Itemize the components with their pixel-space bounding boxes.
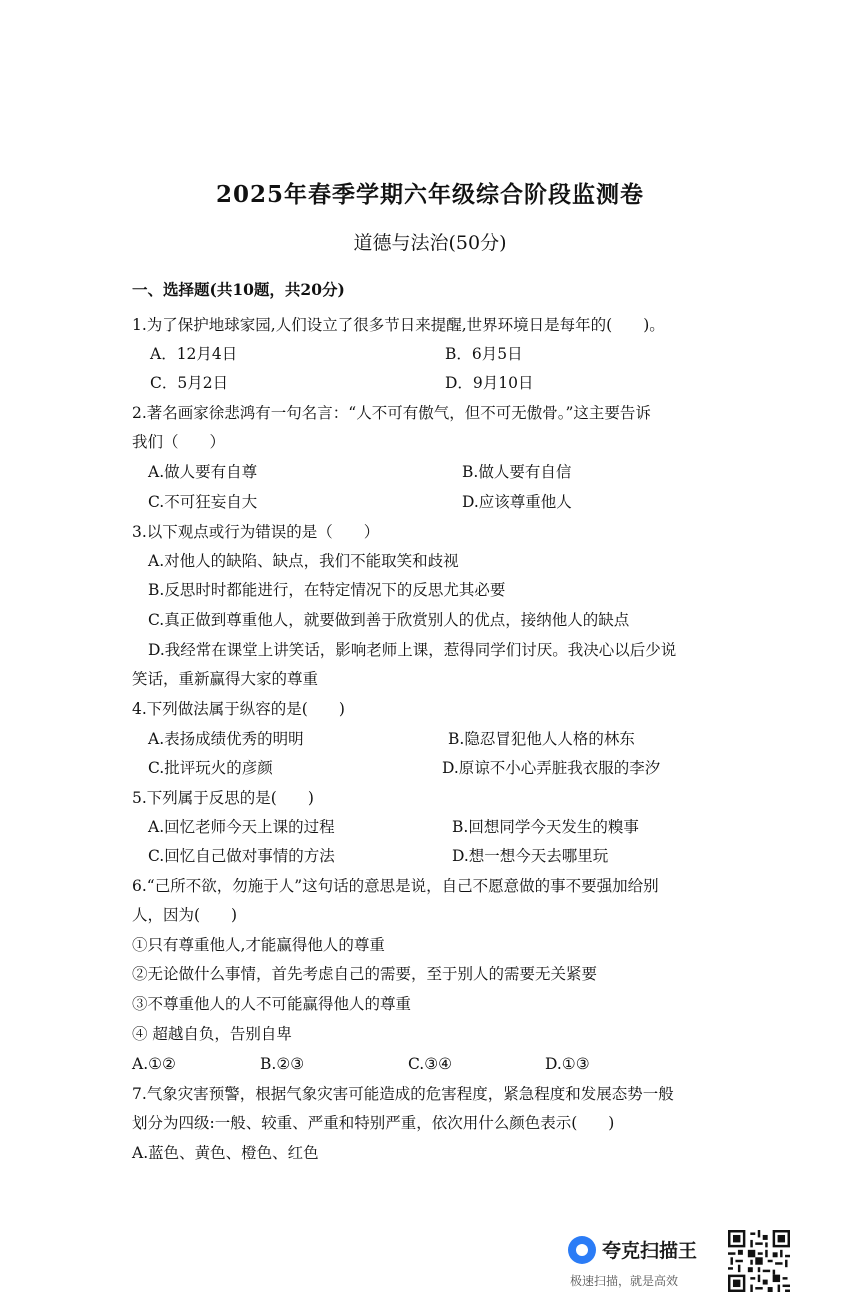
q1-stem: 1.为了保护地球家园,人们设立了很多节日来提醒,世界环境日是每年的( )。 (132, 316, 665, 334)
q4-option-c: C.批评玩火的彦颜 (148, 759, 273, 777)
q6-statement-4: ④ 超越自负，告别自卑 (132, 1025, 292, 1043)
q2-stem-line1: 2.著名画家徐悲鸿有一句名言：“人不可有傲气，但不可无傲骨。”这主要告诉 (132, 404, 651, 422)
q4-stem: 4.下列做法属于纵容的是( ) (132, 700, 345, 718)
q1-option-c: C．5月2日 (150, 374, 229, 392)
q4-option-a: A.表扬成绩优秀的明明 (148, 730, 304, 748)
q3-option-a: A.对他人的缺陷、缺点，我们不能取笑和歧视 (148, 552, 459, 570)
q5-option-a: A.回忆老师今天上课的过程 (148, 818, 335, 836)
q2-option-c: C.不可狂妄自大 (148, 493, 258, 511)
qr-code-icon (728, 1230, 790, 1292)
q3-option-b: B.反思时时都能进行，在特定情况下的反思尤其必要 (148, 581, 506, 599)
q2-option-b: B.做人要有自信 (462, 463, 572, 481)
brand-name: 夸克扫描王 (602, 1240, 698, 1262)
q6-option-d: D.①③ (545, 1055, 590, 1073)
q3-option-d-line1: D.我经常在课堂上讲笑话，影响老师上课，惹得同学们讨厌。我决心以后少说 (148, 641, 677, 659)
q5-option-d: D.想一想今天去哪里玩 (452, 847, 609, 865)
q6-stem-line2: 人，因为( ) (132, 906, 238, 924)
q2-option-d: D.应该尊重他人 (462, 493, 572, 511)
exam-title: 2025年春季学期六年级综合阶段监测卷 (215, 181, 644, 208)
q4-option-b: B.隐忍冒犯他人人格的林东 (448, 730, 635, 748)
scanner-watermark (568, 1228, 798, 1298)
q7-stem-line1: 7.气象灾害预警，根据气象灾害可能造成的危害程度，紧急程度和发展态势一般 (132, 1085, 674, 1103)
q6-statement-1: ①只有尊重他人,才能赢得他人的尊重 (132, 936, 385, 954)
q2-option-a: A.做人要有自尊 (148, 463, 258, 481)
q4-option-d: D.原谅不小心弄脏我衣服的李汐 (442, 759, 661, 777)
q6-stem-line1: 6.“己所不欲，勿施于人”这句话的意思是说，自己不愿意做的事不要强加给别 (132, 877, 659, 895)
q5-option-b: B.回想同学今天发生的糗事 (452, 818, 639, 836)
q6-option-a: A.①② (132, 1055, 176, 1073)
q6-option-b: B.②③ (260, 1055, 305, 1073)
quark-logo-icon (568, 1236, 596, 1264)
q7-stem-line2: 划分为四级:一般、较重、严重和特别严重，依次用什么颜色表示( ) (132, 1114, 615, 1132)
q3-option-d-line2: 笑话，重新赢得大家的尊重 (132, 670, 319, 688)
brand-slogan: 极速扫描，就是高效 (570, 1274, 679, 1288)
q2-stem-line2: 我们（ ） (132, 433, 226, 451)
q3-option-c: C.真正做到尊重他人，就要做到善于欣赏别人的优点，接纳他人的缺点 (148, 611, 630, 629)
q1-option-b: B．6月5日 (445, 345, 523, 363)
q3-stem: 3.以下观点或行为错误的是（ ） (132, 523, 380, 541)
q1-option-a: A．12月4日 (150, 345, 238, 363)
q1-option-d: D．9月10日 (445, 374, 534, 392)
q5-stem: 5.下列属于反思的是( ) (132, 789, 314, 807)
q5-option-c: C.回忆自己做对事情的方法 (148, 847, 335, 865)
q6-option-c: C.③④ (408, 1055, 453, 1073)
q6-statement-2: ②无论做什么事情，首先考虑自己的需要，至于别人的需要无关紧要 (132, 965, 598, 983)
q7-option-a: A.蓝色、黄色、橙色、红色 (132, 1144, 319, 1162)
exam-subtitle: 道德与法治(50分) (353, 232, 507, 254)
q6-statement-3: ③不尊重他人的人不可能赢得他人的尊重 (132, 995, 412, 1013)
section-heading: 一、选择题(共10题，共20分) (132, 280, 345, 299)
